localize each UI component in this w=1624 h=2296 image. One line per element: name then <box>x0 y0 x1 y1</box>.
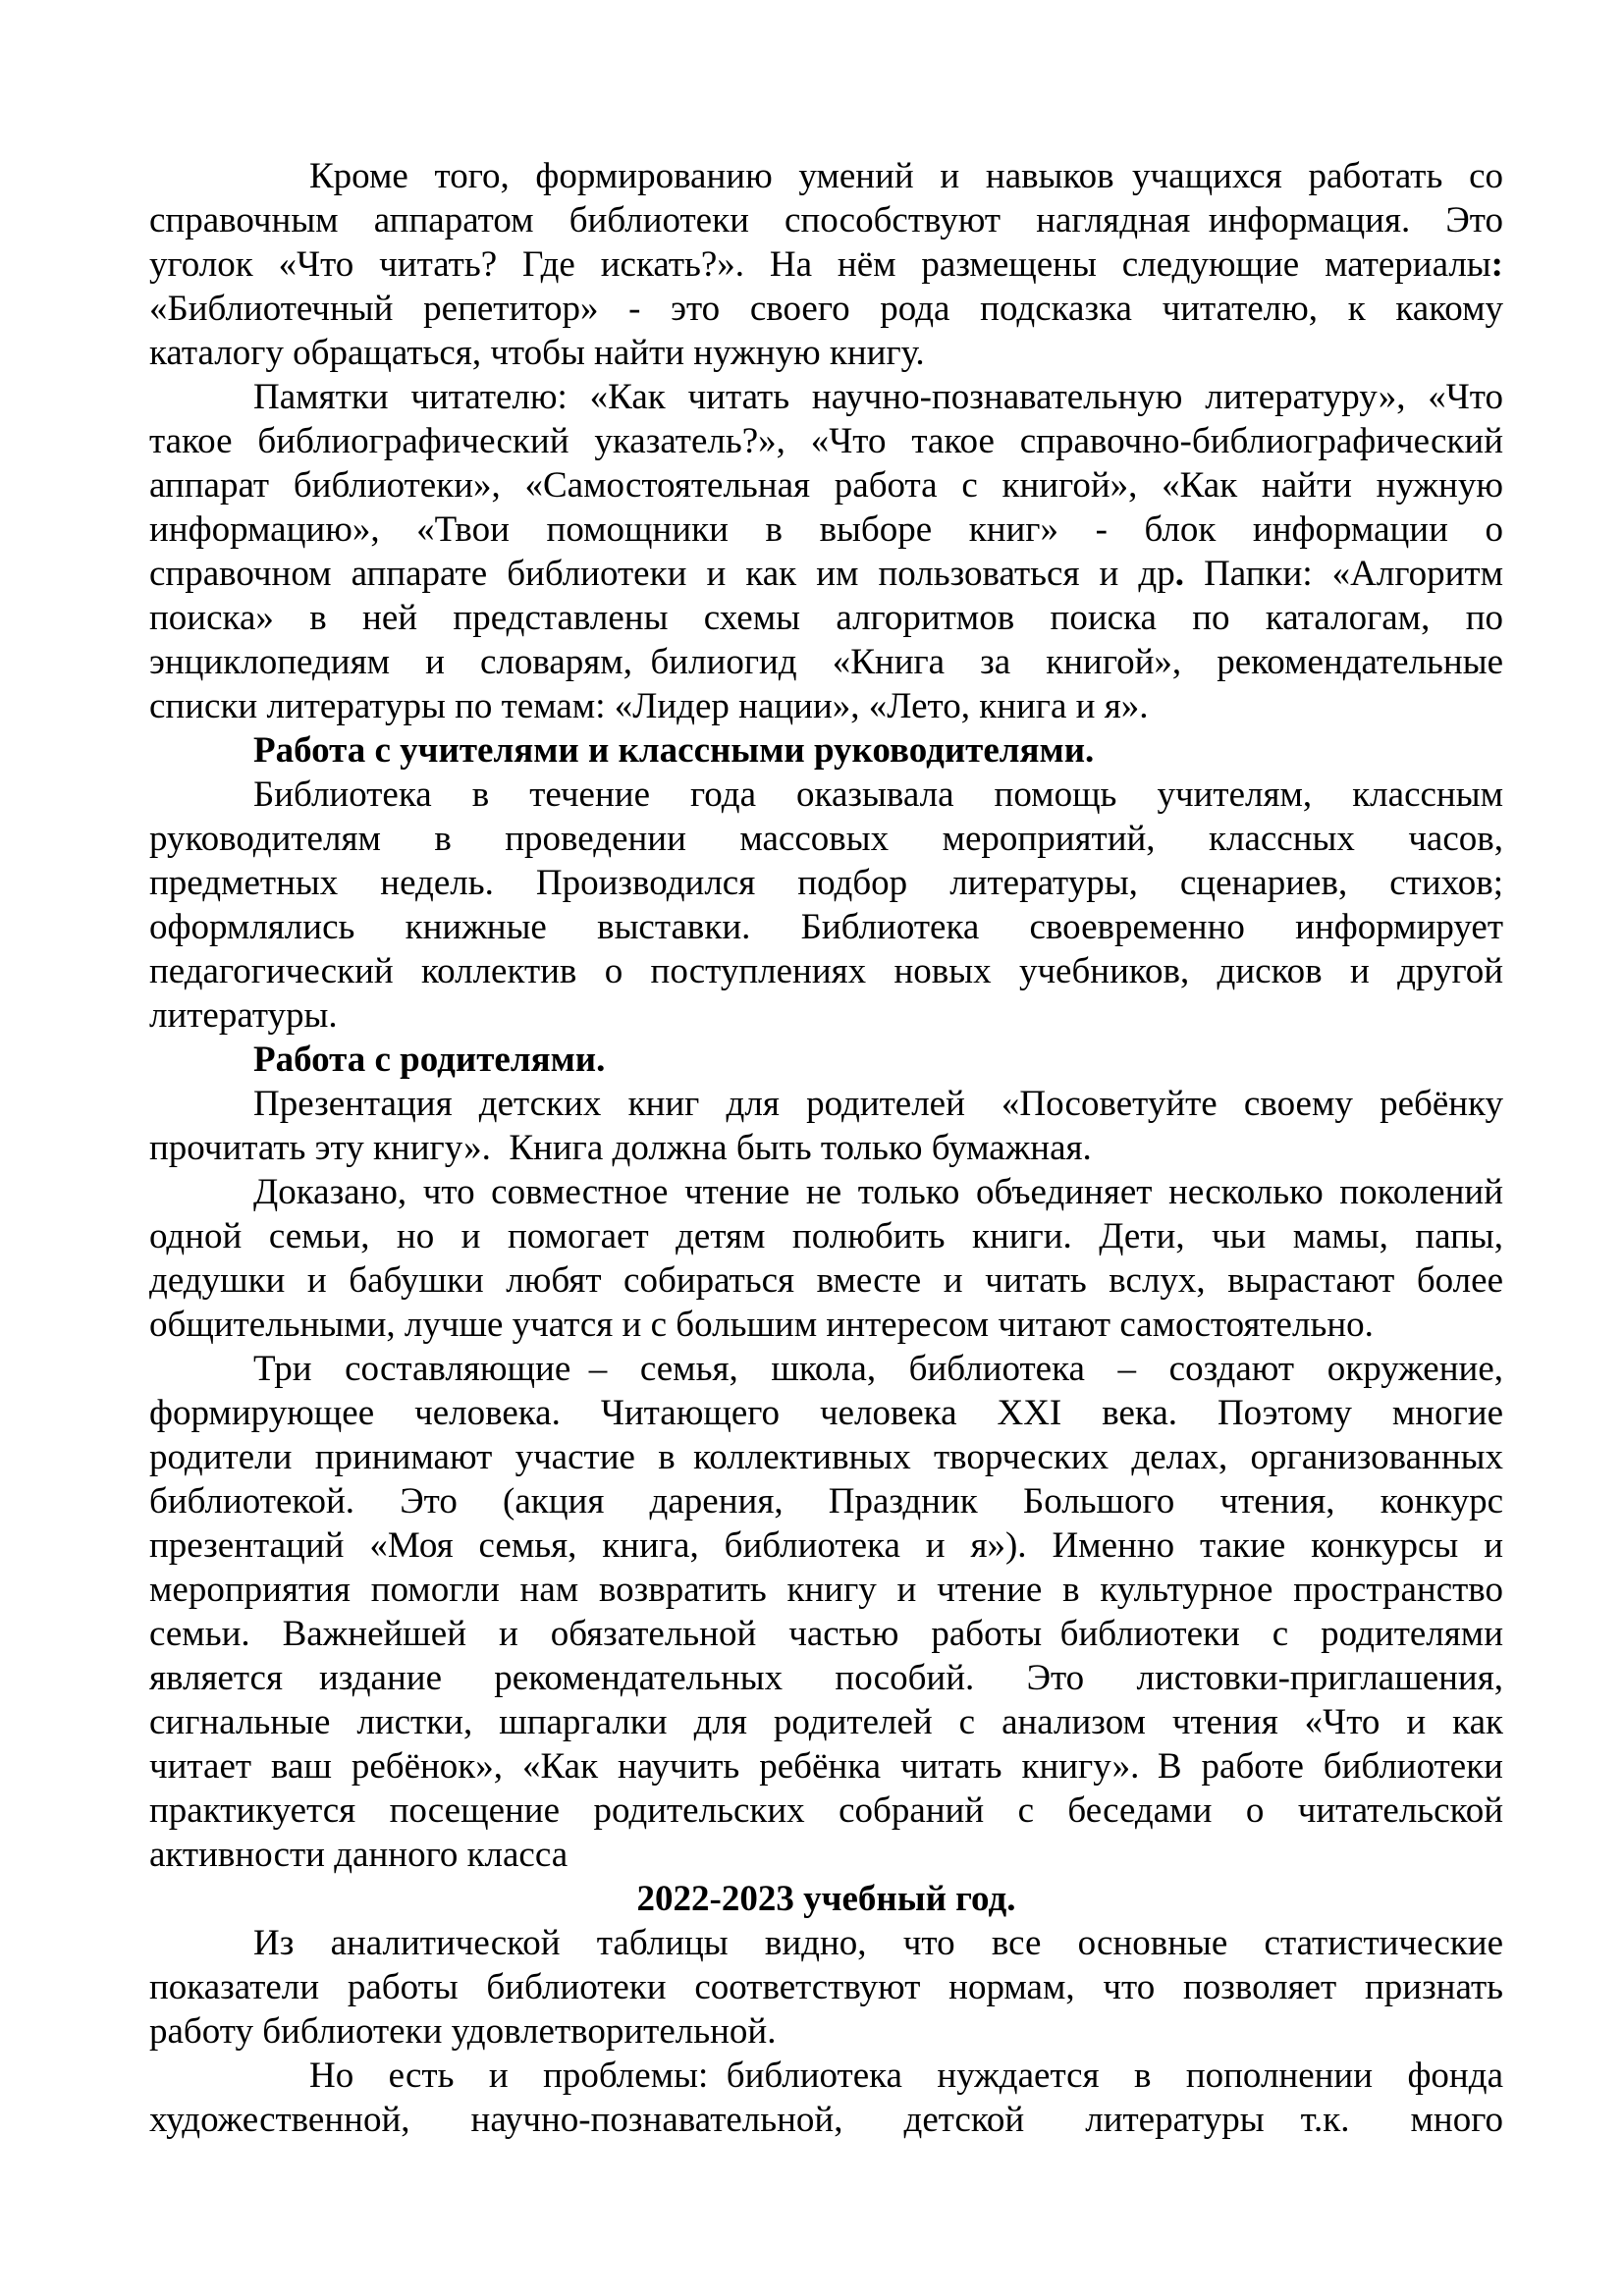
text-segment: аппарат библиотеки», «Самостоятельная работа с книгой», «Как найти нужную <box>149 465 1503 506</box>
text-segment: художественной, научно-познавательной, детской литературы т.к. много <box>149 2100 1503 2140</box>
text-line <box>149 198 1503 242</box>
text-line <box>149 596 1503 640</box>
text-line <box>149 1568 1503 1612</box>
paragraph <box>149 1921 1503 2054</box>
text-segment: родители принимают участие в коллективных творческих делах, организованных <box>149 1437 1503 1477</box>
text-segment: прочитать эту книгу». Книга должна быть только бумажная. <box>149 1128 1092 1168</box>
text-line <box>149 905 1503 949</box>
text-segment: уголок «Что читать? Где искать?». На нём размещены следующие материалы <box>149 244 1491 285</box>
text-line <box>149 1656 1503 1700</box>
text-line <box>149 1700 1503 1744</box>
paragraph <box>149 154 1503 375</box>
section-heading <box>149 1038 1503 1082</box>
heading-line <box>149 728 1503 773</box>
text-segment: мероприятия помогли нам возвратить книгу и чтение в культурное пространство <box>149 1570 1503 1610</box>
text-segment: списки литературы по темам: «Лидер нации», «Лето, книга и я». <box>149 686 1149 726</box>
text-line <box>149 1833 1503 1877</box>
text-segment: Доказано, что совместное чтение не только объединяет несколько поколений <box>253 1172 1503 1212</box>
text-line <box>149 154 1503 198</box>
text-segment: работу библиотеки удовлетворительной. <box>149 2011 777 2052</box>
document-body <box>149 154 1503 2142</box>
text-segment: презентаций «Моя семья, книга, библиотека и я»). Именно такие конкурсы и <box>149 1525 1503 1566</box>
text-line <box>149 1435 1503 1479</box>
text-segment: руководителям в проведении массовых мероприятий, классных часов, <box>149 819 1503 859</box>
text-line <box>149 1479 1503 1523</box>
text-segment: семьи. Важнейшей и обязательной частью работы библиотеки с родителями <box>149 1614 1503 1654</box>
bold-text-segment: . <box>1174 554 1185 594</box>
text-line <box>149 1523 1503 1568</box>
text-line <box>149 1347 1503 1391</box>
text-segment: «Библиотечный репетитор» - это своего рода подсказка читателю, к какому <box>149 289 1503 329</box>
text-segment: практикуется посещение родительских собраний с беседами о читательской <box>149 1790 1503 1831</box>
text-line <box>149 2054 1503 2098</box>
text-line <box>149 949 1503 993</box>
text-segment: Но есть и проблемы: библиотека нуждается в пополнении фонда <box>309 2056 1503 2096</box>
text-line <box>149 1921 1503 1965</box>
text-segment: сигнальные листки, шпаргалки для родителей с анализом чтения «Что и как <box>149 1702 1503 1742</box>
paragraph <box>149 1347 1503 1877</box>
text-segment: оформлялись книжные выставки. Библиотека своевременно информирует <box>149 907 1503 947</box>
heading-line <box>149 1038 1503 1082</box>
paragraph <box>149 773 1503 1038</box>
text-segment: дедушки и бабушки любят собираться вместе и читать вслух, вырастают более <box>149 1260 1503 1301</box>
text-segment: Папки: «Алгоритм <box>1184 554 1503 594</box>
text-segment: поиска» в ней представлены схемы алгоритмов поиска по каталогам, по <box>149 598 1503 638</box>
text-segment: предметных недель. Производился подбор литературы, сценариев, стихов; <box>149 863 1503 903</box>
text-segment: каталогу обращаться, чтобы найти нужную книгу. <box>149 333 925 373</box>
text-segment: справочном аппарате библиотеки и как им пользоваться и др <box>149 554 1175 594</box>
text-line <box>149 1612 1503 1656</box>
text-line <box>149 993 1503 1038</box>
text-segment: одной семьи, но и помогает детям полюбить книги. Дети, чьи мамы, папы, <box>149 1216 1503 1256</box>
text-segment: педагогический коллектив о поступлениях новых учебников, дисков и другой <box>149 951 1503 991</box>
text-line <box>149 1126 1503 1170</box>
text-segment: библиотекой. Это (акция дарения, Праздник Большого чтения, конкурс <box>149 1481 1503 1522</box>
paragraph <box>149 2054 1503 2142</box>
text-line <box>149 773 1503 817</box>
heading-line <box>149 1877 1503 1921</box>
text-line <box>149 331 1503 375</box>
paragraph <box>149 375 1503 728</box>
text-line <box>149 552 1503 596</box>
text-line <box>149 1082 1503 1126</box>
text-segment: активности данного класса <box>149 1835 568 1875</box>
text-line <box>149 419 1503 463</box>
text-line <box>149 287 1503 331</box>
text-segment: Презентация детских книг для родителей «Посоветуйте своему ребёнку <box>253 1084 1503 1124</box>
text-segment: Памятки читателю: «Как читать научно-познавательную литературу», «Что <box>253 377 1503 417</box>
paragraph <box>149 1170 1503 1347</box>
text-segment: 2022-2023 учебный год. <box>636 1879 1016 1919</box>
text-segment: читает ваш ребёнок», «Как научить ребёнка читать книгу». В работе библиотеки <box>149 1746 1503 1787</box>
text-line <box>149 2009 1503 2054</box>
text-line <box>149 2098 1503 2142</box>
text-segment: такое библиографический указатель?», «Что такое справочно-библиографический <box>149 421 1503 461</box>
text-line <box>149 1391 1503 1435</box>
text-line <box>149 640 1503 684</box>
paragraph <box>149 1082 1503 1170</box>
text-line <box>149 1303 1503 1347</box>
text-segment: показатели работы библиотеки соответствуют нормам, что позволяет признать <box>149 1967 1503 2007</box>
text-segment: является издание рекомендательных пособий. Это листовки-приглашения, <box>149 1658 1503 1698</box>
bold-text-segment: : <box>1490 244 1503 285</box>
text-line <box>149 1214 1503 1258</box>
text-line <box>149 1258 1503 1303</box>
text-line <box>149 242 1503 287</box>
text-line <box>149 817 1503 861</box>
text-segment: Библиотека в течение года оказывала помощь учителям, классным <box>253 774 1503 815</box>
text-segment: Работа с учителями и классными руководителями. <box>253 730 1095 771</box>
text-segment: Кроме того, формированию умений и навыков учащихся работать со <box>309 156 1503 196</box>
text-line <box>149 861 1503 905</box>
text-line <box>149 1789 1503 1833</box>
text-segment: Из аналитической таблицы видно, что все основные статистические <box>253 1923 1503 1963</box>
section-heading <box>149 728 1503 773</box>
centered-heading <box>149 1877 1503 1921</box>
text-segment: информацию», «Твои помощники в выборе книг» - блок информации о <box>149 509 1503 550</box>
text-line <box>149 684 1503 728</box>
text-segment: общительными, лучше учатся и с большим интересом читают самостоятельно. <box>149 1305 1374 1345</box>
text-line <box>149 1965 1503 2009</box>
text-segment: формирующее человека. Читающего человека XXI века. Поэтому многие <box>149 1393 1503 1433</box>
text-line <box>149 463 1503 507</box>
text-segment: Три составляющие – семья, школа, библиотека – создают окружение, <box>253 1349 1503 1389</box>
text-line <box>149 375 1503 419</box>
text-segment: Работа с родителями. <box>253 1040 606 1080</box>
text-segment: литературы. <box>149 995 338 1036</box>
text-segment: энциклопедиям и словарям, билиогид «Книга за книгой», рекомендательные <box>149 642 1503 682</box>
text-segment: справочным аппаратом библиотеки способствуют наглядная информация. Это <box>149 200 1503 240</box>
text-line <box>149 1170 1503 1214</box>
text-line <box>149 507 1503 552</box>
text-line <box>149 1744 1503 1789</box>
